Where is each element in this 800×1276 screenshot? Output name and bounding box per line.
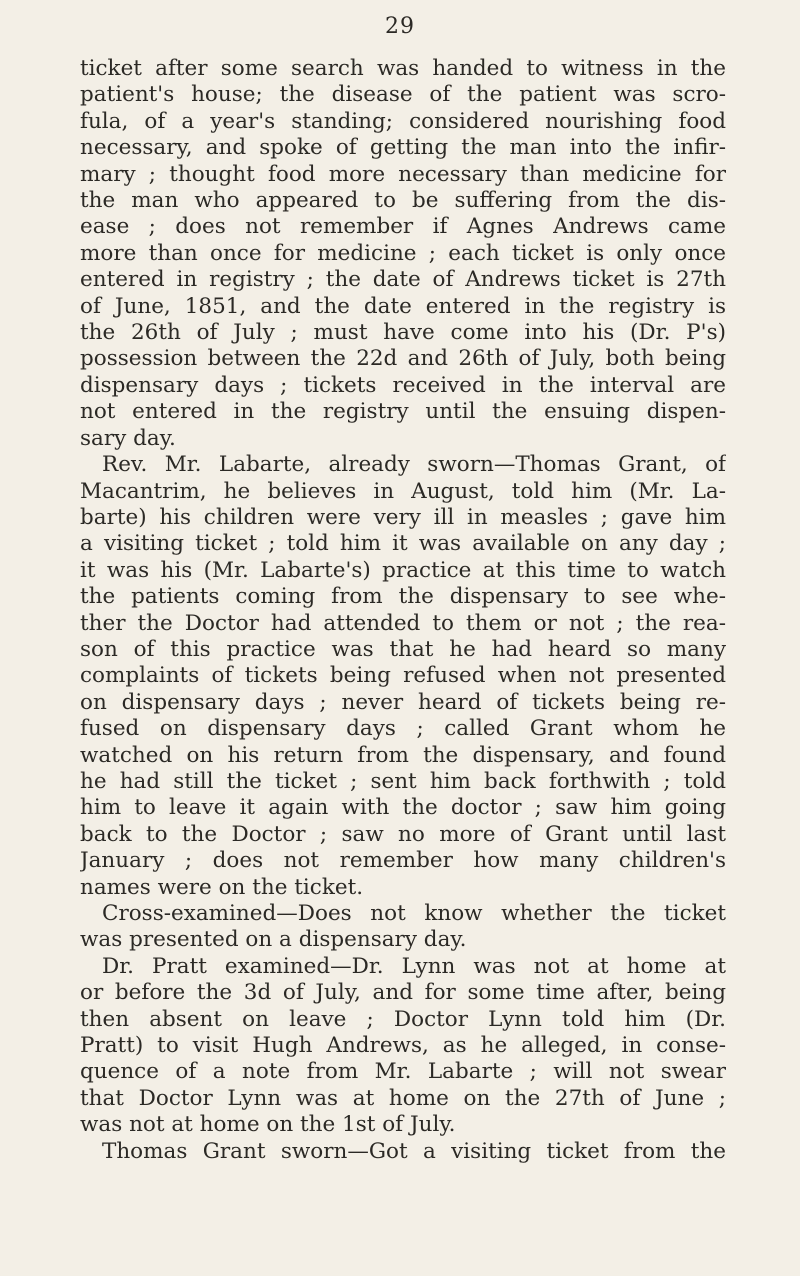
text-line: necessary, and spoke of getting the man into the infir-	[80, 135, 726, 161]
text-line: ther the Doctor had attended to them or not ; the rea-	[80, 610, 726, 636]
text-line: Pratt) to visit Hugh Andrews, as he alleged, in conse-	[80, 1033, 726, 1059]
text-line: Macantrim, he believes in August, told him (Mr. La-	[80, 478, 726, 504]
text-line: complaints of tickets being refused when not presented	[80, 663, 726, 689]
text-line: possession between the 22d and 26th of July, both being	[80, 346, 726, 372]
text-line: Dr. Pratt examined—Dr. Lynn was not at home at	[102, 953, 726, 979]
text-line: on dispensary days ; never heard of tickets being re-	[80, 689, 726, 715]
text-line: or before the 3d of July, and for some time after, being	[80, 980, 726, 1006]
text-line: names were on the ticket.	[80, 874, 364, 900]
text-line: barte) his children were very ill in measles ; gave him	[80, 504, 726, 530]
text-line: ease ; does not remember if Agnes Andrews came	[80, 214, 726, 240]
text-line: then absent on leave ; Doctor Lynn told him (Dr.	[80, 1006, 726, 1032]
text-line: son of this practice was that he had heard so many	[80, 636, 726, 662]
text-line: Thomas Grant sworn—Got a visiting ticket from the	[102, 1138, 726, 1164]
text-line: January ; does not remember how many children's	[80, 848, 726, 874]
text-line: patient's house; the disease of the patient was scro-	[80, 82, 726, 108]
text-line: he had still the ticket ; sent him back forthwith ; told	[80, 768, 726, 794]
text-line: dispensary days ; tickets received in the interval are	[80, 372, 726, 398]
text-line: fused on dispensary days ; called Grant whom he	[80, 716, 726, 742]
text-line: entered in registry ; the date of Andrews ticket is 27th	[80, 267, 726, 293]
text-line: was not at home on the 1st of July.	[80, 1112, 456, 1138]
text-line: Cross-examined—Does not know whether the ticket	[102, 901, 726, 926]
text-line: back to the Doctor ; saw no more of Grant until last	[80, 821, 726, 847]
text-line: fula, of a year's standing; considered nourishing food	[80, 108, 726, 134]
text-line: the man who appeared to be suffering from the dis-	[80, 188, 726, 214]
text-line: ticket after some search was handed to witness in the	[80, 56, 726, 81]
text-line: that Doctor Lynn was at home on the 27th of June ;	[80, 1085, 726, 1111]
text-line: was presented on a dispensary day.	[80, 927, 467, 953]
page-number: 29	[385, 14, 415, 39]
text-line: Rev. Mr. Labarte, already sworn—Thomas Grant, of	[102, 452, 726, 478]
text-line: watched on his return from the dispensary, and found	[80, 742, 726, 768]
text-line: it was his (Mr. Labarte's) practice at this time to watch	[80, 557, 726, 583]
text-line: not entered in the registry until the ensuing dispen-	[80, 399, 726, 425]
text-line: mary ; thought food more necessary than medicine for	[80, 161, 726, 187]
text-line: sary day.	[80, 425, 176, 451]
text-line: more than once for medicine ; each ticket is only once	[80, 240, 726, 266]
text-line: the patients coming from the dispensary to see whe-	[80, 584, 726, 610]
text-line: the 26th of July ; must have come into his (Dr. P's)	[80, 320, 726, 346]
text-line: of June, 1851, and the date entered in the registry is	[80, 293, 726, 319]
text-line: quence of a note from Mr. Labarte ; will not swear	[80, 1059, 726, 1085]
text-line: a visiting ticket ; told him it was available on any day ;	[80, 531, 726, 557]
text-line: him to leave it again with the doctor ; saw him going	[80, 795, 726, 821]
body-text	[80, 56, 726, 1165]
